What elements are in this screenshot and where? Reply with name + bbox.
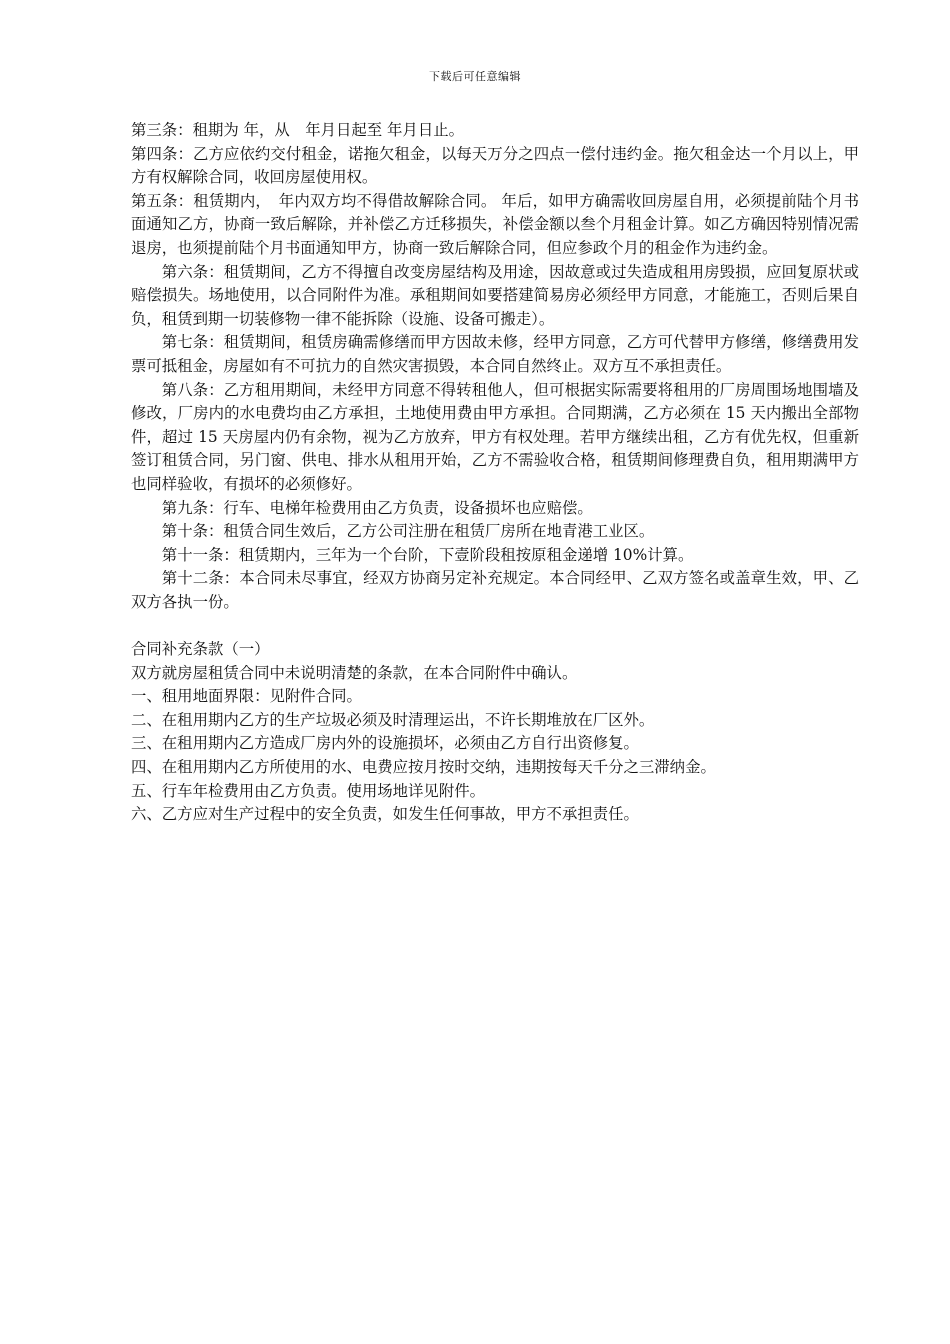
supplement-item: 五、行车年检费用由乙方负责。使用场地详见附件。 xyxy=(131,781,485,800)
article-5: 第五条：租赁期内， 年内双方均不得借故解除合同。 年后，如甲方确需收回房屋自用，必须提前陆个月书面通知乙方，协商一致后解除，并补偿乙方迁移损失，补偿金额以叁个月租金计算。如乙方确因特别情况需退房，也须提前陆个月书面通知甲方，协商一致后解除合同，但应参政个月的租金作为违约金。 xyxy=(131,191,859,257)
article-7: 第七条：租赁期间，租赁房确需修缮而甲方因故未修，经甲方同意，乙方可代替甲方修缮，修缮费用发票可抵租金，房屋如有不可抗力的自然灾害损毁，本合同自然终止。双方互不承担责任。 xyxy=(131,333,859,375)
supplement-item: 六、乙方应对生产过程中的安全负责，如发生任何事故，甲方不承担责任。 xyxy=(131,805,639,824)
contract-body xyxy=(131,119,859,827)
article-8: 第八条：乙方租用期间，未经甲方同意不得转租他人，但可根据实际需要将租用的厂房周围场地围墙及修改，厂房内的水电费均由乙方承担，土地使用费由甲方承担。合同期满，乙方必须在 15 天内搬出全部物件，超过 15 天房屋内仍有余物，视为乙方放弃，甲方有权处理。若甲方继续出租，乙方有优先权，但重新签订租赁合同，另门窗、供电、排水从租用开始，乙方不需验收合格，租赁期间修理费自负，租用期满甲方也同样验收，有损坏的必须修好。 xyxy=(131,380,859,493)
article-3: 第三条：租期为 年，从 年月日起至 年月日止。 xyxy=(131,121,464,139)
supplement-item: 二、在租用期内乙方的生产垃圾必须及时清理运出，不许长期堆放在厂区外。 xyxy=(131,710,655,729)
supplement-item: 一、租用地面界限：见附件合同。 xyxy=(131,687,362,706)
article-10: 第十条：租赁合同生效后，乙方公司注册在租赁厂房所在地青港工业区。 xyxy=(161,522,655,541)
supplement-intro: 双方就房屋租赁合同中未说明清楚的条款，在本合同附件中确认。 xyxy=(131,663,578,682)
supplement-title: 合同补充条款（一） xyxy=(131,640,270,659)
article-11: 第十一条：租赁期内，三年为一个台阶，下壹阶段租按原租金递增 10%计算。 xyxy=(161,545,694,564)
article-12: 第十二条：本合同未尽事宜，经双方协商另定补充规定。本合同经甲、乙双方签名或盖章生效，甲、乙双方各执一份。 xyxy=(131,569,859,611)
article-9: 第九条：行车、电梯年检费用由乙方负责，设备损坏也应赔偿。 xyxy=(161,498,593,517)
article-4: 第四条：乙方应依约交付租金，诺拖欠租金，以每天万分之四点一偿付违约金。拖欠租金达一个月以上，甲方有权解除合同，收回房屋使用权。 xyxy=(131,144,859,187)
section-spacer xyxy=(131,614,859,638)
supplement-item: 四、在租用期内乙方所使用的水、电费应按月按时交纳，违期按每天千分之三滞纳金。 xyxy=(131,758,716,777)
header-note: 下载后可任意编辑 xyxy=(429,70,521,83)
supplement-item: 三、在租用期内乙方造成厂房内外的设施损坏，必须由乙方自行出资修复。 xyxy=(131,734,639,753)
article-6: 第六条：租赁期间，乙方不得擅自改变房屋结构及用途，因故意或过失造成租用房毁损，应回复原状或赔偿损失。场地使用，以合同附件为准。承租期间如要搭建简易房必须经甲方同意，才能施工，否则后果自负，租赁到期一切装修物一律不能拆除（设施、设备可搬走）。 xyxy=(131,262,859,328)
